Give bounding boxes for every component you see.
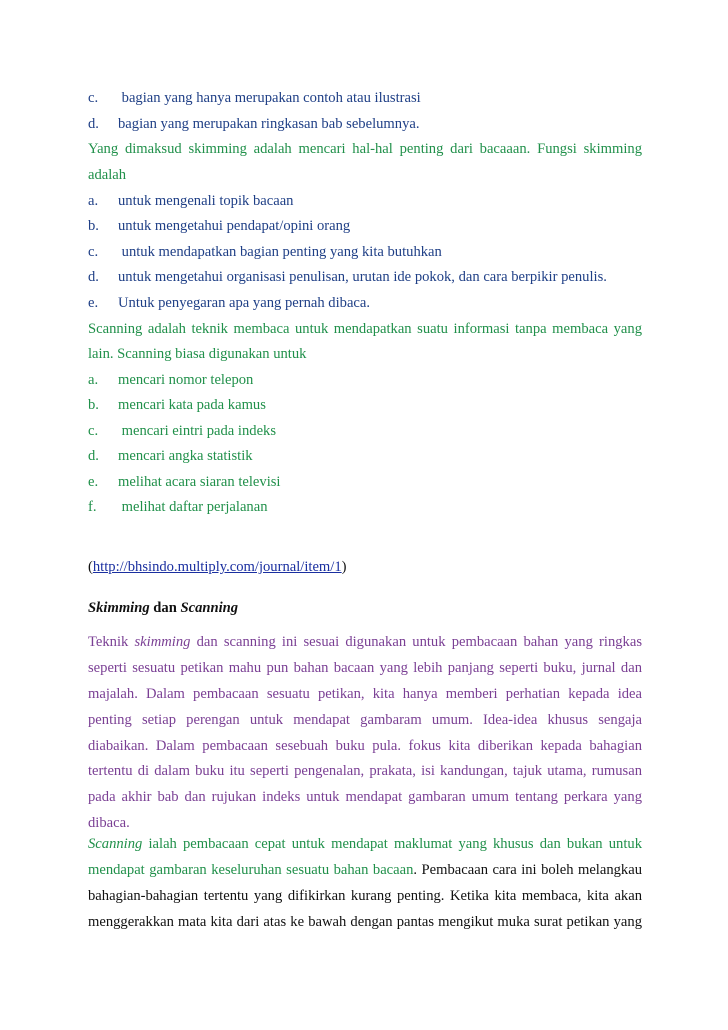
option-marker: c. <box>88 90 99 106</box>
source-citation <box>88 558 642 576</box>
option-marker: a. <box>88 193 99 209</box>
option-marker: a. <box>88 372 99 388</box>
option-text: bagian yang merupakan ringkasan bab sebelumnya. <box>118 116 420 132</box>
quiz2-option-a <box>88 192 642 210</box>
heading-dan: dan <box>149 600 181 616</box>
option-text: untuk mengetahui pendapat/opini orang <box>118 218 351 234</box>
text-run: Teknik <box>88 634 135 650</box>
option-marker: e. <box>88 474 99 490</box>
text-run: mendapat gambaran keseluruhan sesuatu bahan bacaan <box>88 862 414 878</box>
para1-line1 <box>88 633 642 651</box>
para1-line2: seperti sesuatu petikan mahu pun bahan bacaan yang lebih panjang seperti buku, jurnal dan <box>88 660 642 676</box>
quiz2-option-e <box>88 294 642 312</box>
quiz3-question-line1: Scanning adalah teknik membaca untuk mendapatkan suatu informasi tanpa membaca yang <box>88 321 642 337</box>
para2-line2 <box>88 861 642 879</box>
para2-line4: menggerakkan mata kita dari atas ke bawah dengan pantas mengikut muka surat petikan yang <box>88 914 642 930</box>
option-marker: b. <box>88 218 99 234</box>
quiz3-option-f <box>88 498 642 516</box>
quiz3-option-e <box>88 473 642 491</box>
para2-line1 <box>88 835 642 853</box>
quiz1-option-d <box>88 115 642 133</box>
quiz3-option-a <box>88 371 642 389</box>
option-text: mencari nomor telepon <box>118 372 254 388</box>
paren-open: ( <box>88 559 93 575</box>
option-marker: d. <box>88 269 99 285</box>
heading-scanning: Scanning <box>180 600 239 616</box>
quiz2-option-c <box>88 243 642 261</box>
quiz2-option-b <box>88 217 642 235</box>
option-text: mencari kata pada kamus <box>118 397 266 413</box>
option-text: mencari eintri pada indeks <box>118 423 277 439</box>
option-text: untuk mengenali topik bacaan <box>118 193 294 209</box>
quiz3-option-b <box>88 396 642 414</box>
quiz2-option-d <box>88 268 642 286</box>
option-text: untuk mendapatkan bagian penting yang kita butuhkan <box>118 244 442 260</box>
para1-line6: tertentu di dalam buku itu seperti pengenalan, prakata, isi kandungan, tajuk utama, rumusan <box>88 763 642 779</box>
text-run: Scanning <box>88 836 143 852</box>
option-marker: c. <box>88 423 99 439</box>
para1-line5: diabaikan. Dalam pembacaan sesebuah buku pula. fokus kita diberikan kepada bahagian <box>88 738 642 754</box>
text-run: skimming <box>134 634 191 650</box>
quiz1-option-c <box>88 89 642 107</box>
option-marker: b. <box>88 397 99 413</box>
para1-line3: majalah. Dalam pembacaan sesuatu petikan, kita hanya memberi perhatian kepada idea <box>88 686 642 702</box>
source-link[interactable]: http://bhsindo.multiply.com/journal/item/1 <box>92 559 342 575</box>
para2-line3: bahagian-bahagian tertentu yang difikirkan kurang penting. Ketika kita membaca, kita akan <box>88 888 642 904</box>
option-marker: d. <box>88 448 99 464</box>
text-run: dan scanning ini sesuai digunakan untuk pembacaan bahan yang ringkas <box>190 634 643 650</box>
quiz3-question-line2: lain. Scanning biasa digunakan untuk <box>88 346 307 362</box>
option-marker: c. <box>88 244 99 260</box>
quiz3-option-d <box>88 447 642 465</box>
quiz3-option-c <box>88 422 642 440</box>
option-marker: f. <box>88 499 97 515</box>
quiz2-question-line2: adalah <box>88 167 127 183</box>
para1-line8: dibaca. <box>88 815 130 831</box>
para1-line7: pada akhir bab dan rujukan indeks untuk mendapat gambaran umum tentang perkara yang <box>88 789 642 805</box>
text-run: . Pembacaan cara ini boleh melangkau <box>413 862 642 878</box>
option-text: untuk mengetahui organisasi penulisan, urutan ide pokok, dan cara berpikir penulis. <box>118 269 607 285</box>
option-text: mencari angka statistik <box>118 448 253 464</box>
heading-skimming: Skimming <box>88 600 150 616</box>
quiz2-question-line1: Yang dimaksud skimming adalah mencari hal-hal penting dari bacaaan. Fungsi skimming <box>88 141 642 157</box>
option-marker: e. <box>88 295 99 311</box>
option-text: melihat acara siaran televisi <box>118 474 281 490</box>
option-text: melihat daftar perjalanan <box>118 499 268 515</box>
option-text: bagian yang hanya merupakan contoh atau ilustrasi <box>118 90 421 106</box>
option-text: Untuk penyegaran apa yang pernah dibaca. <box>118 295 371 311</box>
text-run: ialah pembacaan cepat untuk mendapat maklumat yang khusus dan bukan untuk <box>142 836 642 852</box>
para1-line4: penting setiap perengan untuk mendapat gambaram umum. Idea-idea khusus sengaja <box>88 712 642 728</box>
paren-close: ) <box>341 559 347 575</box>
option-marker: d. <box>88 116 99 132</box>
section-heading <box>88 599 642 617</box>
